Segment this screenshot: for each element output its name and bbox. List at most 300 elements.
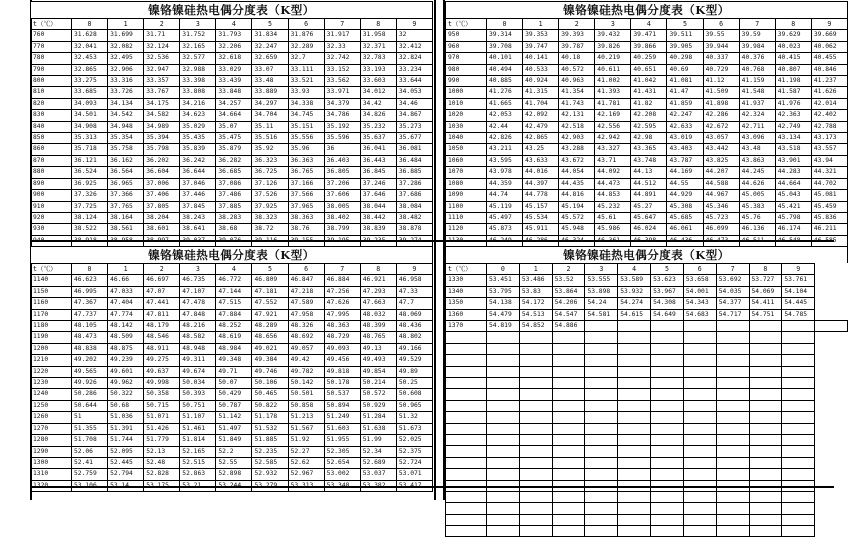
emf-value-cell: 42.208 xyxy=(631,110,667,121)
temperature-cell: 1300 xyxy=(31,457,72,468)
header-digit: 3 xyxy=(595,19,631,30)
empty-cell xyxy=(749,526,782,537)
emf-value-cell: 49.166 xyxy=(396,343,432,354)
emf-value-cell: 48.473 xyxy=(72,332,108,343)
empty-cell xyxy=(487,469,520,480)
emf-value-cell: 48.619 xyxy=(216,332,252,343)
emf-value-cell: 44.016 xyxy=(523,167,559,178)
emf-value-cell: 34.664 xyxy=(216,110,252,121)
emf-value-cell: 40.494 xyxy=(487,64,523,75)
emf-value-cell: 32.824 xyxy=(396,53,432,64)
table-row xyxy=(31,155,433,166)
emf-value-cell: 32.659 xyxy=(252,53,288,64)
emf-value-cell: 50.965 xyxy=(396,400,432,411)
empty-cell xyxy=(446,526,487,537)
emf-value-cell: 32.7 xyxy=(288,53,324,64)
emf-value-cell: 38.918 xyxy=(72,235,108,246)
temperature-cell: 1140 xyxy=(31,275,72,286)
header-digit: 5 xyxy=(667,19,703,30)
empty-cell xyxy=(618,343,651,354)
empty-cell xyxy=(782,378,815,389)
emf-value-cell: 48.326 xyxy=(288,321,324,332)
emf-value-cell: 32.865 xyxy=(72,64,108,75)
table-title: 镍铬镍硅热电偶分度表（K型） xyxy=(445,246,848,263)
empty-cell xyxy=(618,355,651,366)
emf-value-cell: 41.626 xyxy=(811,87,847,98)
temperature-cell: 770 xyxy=(31,41,72,52)
emf-value-cell: 53.692 xyxy=(716,275,749,286)
emf-value-cell: 51.955 xyxy=(324,435,360,446)
table-header-row xyxy=(446,19,848,30)
emf-value-cell: 49.311 xyxy=(180,355,216,366)
header-digit: 8 xyxy=(360,19,396,30)
table-row xyxy=(446,275,848,286)
emf-value-cell: 46.995 xyxy=(72,286,108,297)
table-row xyxy=(446,155,848,166)
emf-value-cell: 47.848 xyxy=(180,309,216,320)
emf-value-cell: 49.854 xyxy=(360,366,396,377)
emf-value-cell: 33.889 xyxy=(252,87,288,98)
table-row xyxy=(31,41,433,52)
emf-value-cell: 33.111 xyxy=(288,64,324,75)
emf-value-cell: 50.178 xyxy=(324,378,360,389)
emf-value-cell: 46.249 xyxy=(487,235,523,246)
emf-value-cell: 54.343 xyxy=(683,298,716,309)
emf-value-cell: 45.043 xyxy=(775,190,811,201)
empty-cell xyxy=(618,366,651,377)
empty-cell xyxy=(716,400,749,411)
thermocouple-table xyxy=(445,18,848,247)
emf-value-cell: 52.41 xyxy=(72,457,108,468)
emf-value-cell: 34.867 xyxy=(396,110,432,121)
empty-cell xyxy=(487,412,520,423)
table-panel-1330-1370 xyxy=(445,246,848,537)
emf-value-cell: 40.924 xyxy=(523,76,559,87)
empty-row xyxy=(446,423,848,434)
empty-cell xyxy=(651,343,684,354)
empty-cell xyxy=(487,389,520,400)
empty-cell xyxy=(716,457,749,468)
emf-value-cell: 47.181 xyxy=(252,286,288,297)
table-row xyxy=(31,480,433,491)
emf-value-cell: 42.942 xyxy=(595,133,631,144)
emf-value-cell: 43.057 xyxy=(703,133,739,144)
temperature-cell: 1040 xyxy=(446,133,487,144)
emf-value-cell: 32.247 xyxy=(252,41,288,52)
emf-value-cell: 35.718 xyxy=(72,144,108,155)
temperature-cell: 1360 xyxy=(446,309,487,320)
emf-value-cell: 36.925 xyxy=(72,178,108,189)
emf-value-cell: 43.748 xyxy=(631,155,667,166)
emf-value-cell: 52.55 xyxy=(216,457,252,468)
emf-value-cell: 43.595 xyxy=(487,155,523,166)
emf-value-cell: 47.144 xyxy=(216,286,252,297)
emf-value-cell: 38.72 xyxy=(252,224,288,235)
empty-cell xyxy=(651,423,684,434)
emf-value-cell: 41.898 xyxy=(703,98,739,109)
emf-value-cell: 39.155 xyxy=(288,235,324,246)
emf-value-cell: 54.717 xyxy=(716,309,749,320)
emf-value-cell: 54.547 xyxy=(552,309,585,320)
emf-value-cell: 44.891 xyxy=(631,190,667,201)
emf-value-cell: 46.136 xyxy=(739,224,775,235)
emf-value-cell: 54.819 xyxy=(487,321,520,332)
empty-cell xyxy=(782,526,815,537)
temperature-cell: 790 xyxy=(31,64,72,75)
emf-value-cell: 47.367 xyxy=(72,298,108,309)
emf-value-cell: 35.475 xyxy=(216,133,252,144)
emf-value-cell: 54.24 xyxy=(585,298,618,309)
emf-value-cell: 43.633 xyxy=(523,155,559,166)
emf-value-cell: 51.036 xyxy=(108,412,144,423)
header-digit: 1 xyxy=(523,19,559,30)
emf-value-cell: 45.685 xyxy=(667,212,703,223)
emf-value-cell: 48.911 xyxy=(144,343,180,354)
emf-value-cell: 39.314 xyxy=(487,30,523,41)
emf-value-cell: 35.394 xyxy=(144,133,180,144)
empty-row xyxy=(446,400,848,411)
emf-value-cell: 41.081 xyxy=(667,76,703,87)
temperature-cell: 1240 xyxy=(31,389,72,400)
empty-cell xyxy=(651,491,684,502)
header-digit: 2 xyxy=(552,264,585,275)
emf-value-cell: 53.313 xyxy=(288,480,324,491)
emf-value-cell: 51.814 xyxy=(180,435,216,446)
table-row xyxy=(446,167,848,178)
emf-value-cell: 46.884 xyxy=(324,275,360,286)
emf-value-cell: 49.782 xyxy=(288,366,324,377)
emf-value-cell: 45.836 xyxy=(811,212,847,223)
emf-value-cell: 39.235 xyxy=(360,235,396,246)
table-panel-760-940 xyxy=(30,1,433,247)
emf-value-cell: 38.68 xyxy=(216,224,252,235)
emf-value-cell: 44.967 xyxy=(703,190,739,201)
emf-value-cell: 46.697 xyxy=(144,275,180,286)
emf-value-cell: 50.07 xyxy=(216,378,252,389)
emf-value-cell: 37.486 xyxy=(216,190,252,201)
table-row xyxy=(446,286,848,297)
emf-value-cell: 43.365 xyxy=(631,144,667,155)
empty-cell xyxy=(552,412,585,423)
emf-value-cell: 47.478 xyxy=(180,298,216,309)
emf-value-cell: 52.794 xyxy=(108,469,144,480)
emf-value-cell: 37.366 xyxy=(108,190,144,201)
emf-value-cell: 45.005 xyxy=(739,190,775,201)
emf-value-cell: 50.214 xyxy=(360,378,396,389)
emf-value-cell: 39.274 xyxy=(396,235,432,246)
emf-value-cell: 46.772 xyxy=(216,275,252,286)
emf-value-cell: 40.846 xyxy=(811,64,847,75)
emf-value-cell: 39.353 xyxy=(523,30,559,41)
empty-cell xyxy=(782,480,815,491)
emf-value-cell: 41.509 xyxy=(703,87,739,98)
temperature-cell: 1160 xyxy=(31,298,72,309)
emf-value-cell: 39.471 xyxy=(631,30,667,41)
emf-value-cell: 38.283 xyxy=(216,212,252,223)
temperature-cell: 880 xyxy=(31,167,72,178)
table-row xyxy=(31,469,433,480)
emf-value-cell: 49.239 xyxy=(108,355,144,366)
emf-value-cell: 48.875 xyxy=(108,343,144,354)
table-row xyxy=(446,41,848,52)
emf-value-cell: 40.062 xyxy=(811,41,847,52)
emf-value-cell: 37.206 xyxy=(324,178,360,189)
header-digit: 0 xyxy=(487,19,523,30)
emf-value-cell: 37.246 xyxy=(360,178,396,189)
temperature-cell: 1350 xyxy=(446,298,487,309)
table-row xyxy=(446,98,848,109)
empty-row xyxy=(446,343,848,354)
emf-value-cell: 36.765 xyxy=(288,167,324,178)
emf-value-cell: 52.235 xyxy=(252,446,288,457)
emf-value-cell: 52.863 xyxy=(180,469,216,480)
emf-value-cell: 38.084 xyxy=(396,201,432,212)
empty-cell xyxy=(618,514,651,525)
emf-value-cell: 53.106 xyxy=(72,480,108,491)
emf-value-cell: 42.672 xyxy=(703,121,739,132)
emf-value-cell: 54.001 xyxy=(683,286,716,297)
emf-value-cell: 53.83 xyxy=(519,286,552,297)
emf-value-cell: 43.825 xyxy=(703,155,739,166)
emf-value-cell: 50.106 xyxy=(252,378,288,389)
emf-value-cell: 38.601 xyxy=(144,224,180,235)
emf-value-cell: 45.459 xyxy=(811,201,847,212)
temperature-cell: 960 xyxy=(446,41,487,52)
emf-value-cell: 42.98 xyxy=(631,133,667,144)
emf-value-cell: 54.035 xyxy=(716,286,749,297)
emf-value-cell: 34.257 xyxy=(216,98,252,109)
empty-cell xyxy=(552,332,585,343)
emf-value-cell: 38.323 xyxy=(252,212,288,223)
empty-cell xyxy=(749,434,782,445)
emf-value-cell: 35.677 xyxy=(396,133,432,144)
emf-value-cell: 42.633 xyxy=(667,121,703,132)
emf-value-cell: 51.885 xyxy=(252,435,288,446)
emf-value-cell: 33.971 xyxy=(324,87,360,98)
emf-value-cell: 49.093 xyxy=(324,343,360,354)
emf-value-cell: 45.723 xyxy=(703,212,739,223)
empty-cell xyxy=(749,378,782,389)
emf-value-cell: 53.864 xyxy=(552,286,585,297)
emf-value-cell: 36.202 xyxy=(144,155,180,166)
emf-value-cell: 33.234 xyxy=(396,64,432,75)
emf-value-cell: 42.324 xyxy=(739,110,775,121)
empty-cell xyxy=(519,378,552,389)
emf-value-cell: 51.532 xyxy=(252,423,288,434)
table-row xyxy=(31,144,433,155)
emf-value-cell: 39.59 xyxy=(739,30,775,41)
empty-cell xyxy=(749,366,782,377)
emf-value-cell: 38.522 xyxy=(72,224,108,235)
emf-value-cell: 42.363 xyxy=(775,110,811,121)
emf-value-cell: 44.929 xyxy=(667,190,703,201)
empty-cell xyxy=(446,355,487,366)
emf-value-cell: 42.826 xyxy=(487,133,523,144)
empty-cell xyxy=(749,355,782,366)
header-digit: 5 xyxy=(651,264,684,275)
temperature-cell: 1320 xyxy=(31,480,72,491)
emf-value-cell: 43.71 xyxy=(595,155,631,166)
table-row xyxy=(446,190,848,201)
emf-value-cell: 37.446 xyxy=(180,190,216,201)
emf-value-cell xyxy=(815,321,848,332)
emf-value-cell: 40.219 xyxy=(595,53,631,64)
emf-value-cell: 32.947 xyxy=(144,64,180,75)
header-digit: 5 xyxy=(252,19,288,30)
emf-value-cell: 35.798 xyxy=(144,144,180,155)
emf-value-cell: 36.885 xyxy=(396,167,432,178)
empty-cell xyxy=(487,434,520,445)
header-digit: 5 xyxy=(252,264,288,275)
empty-cell xyxy=(519,423,552,434)
emf-value-cell: 50.537 xyxy=(324,389,360,400)
emf-value-cell: 41.859 xyxy=(667,98,703,109)
emf-value-cell: 35.879 xyxy=(216,144,252,155)
table-row xyxy=(31,76,433,87)
emf-value-cell: 47.626 xyxy=(324,298,360,309)
emf-value-cell: 32.082 xyxy=(108,41,144,52)
emf-value-cell: 45.119 xyxy=(487,201,523,212)
empty-cell xyxy=(683,526,716,537)
emf-value-cell: 42.44 xyxy=(487,121,523,132)
empty-cell xyxy=(782,400,815,411)
emf-value-cell: 34.908 xyxy=(72,121,108,132)
emf-value-cell: 51 xyxy=(72,412,108,423)
emf-value-cell: 47.552 xyxy=(252,298,288,309)
empty-row xyxy=(446,389,848,400)
table-row xyxy=(446,121,848,132)
emf-value-cell: 36.323 xyxy=(252,155,288,166)
empty-cell xyxy=(487,491,520,502)
emf-value-cell: 40.533 xyxy=(523,64,559,75)
empty-cell xyxy=(552,389,585,400)
temperature-cell: 1000 xyxy=(446,87,487,98)
empty-row xyxy=(446,469,848,480)
emf-value-cell: 49.818 xyxy=(324,366,360,377)
emf-value-cell: 43.901 xyxy=(775,155,811,166)
empty-cell xyxy=(552,423,585,434)
emf-value-cell: 40.729 xyxy=(703,64,739,75)
thermocouple-table xyxy=(445,263,848,537)
emf-value-cell: 34.379 xyxy=(324,98,360,109)
header-temperature: t（℃） xyxy=(31,19,72,30)
emf-value-cell: 44.169 xyxy=(667,167,703,178)
emf-value-cell: 44.853 xyxy=(595,190,631,201)
emf-value-cell: 42.788 xyxy=(811,121,847,132)
empty-cell xyxy=(716,480,749,491)
temperature-cell: 1190 xyxy=(31,332,72,343)
header-digit: 3 xyxy=(180,264,216,275)
empty-cell xyxy=(716,491,749,502)
table-row xyxy=(31,201,433,212)
emf-value-cell: 52.654 xyxy=(324,457,360,468)
emf-value-cell: 44.207 xyxy=(703,167,739,178)
emf-value-cell: 40.69 xyxy=(667,64,703,75)
table-row xyxy=(31,167,433,178)
table-row xyxy=(446,321,848,332)
emf-value-cell: 49.529 xyxy=(396,355,432,366)
emf-value-cell: 36.685 xyxy=(216,167,252,178)
header-digit: 0 xyxy=(72,19,108,30)
table-row xyxy=(31,298,433,309)
emf-value-cell: 46.398 xyxy=(631,235,667,246)
emf-value-cell: 43.173 xyxy=(811,133,847,144)
header-digit: 2 xyxy=(144,264,180,275)
emf-value-cell: 39.195 xyxy=(324,235,360,246)
emf-value-cell: 53.417 xyxy=(396,480,432,491)
emf-value-cell: 34.012 xyxy=(360,87,396,98)
empty-cell xyxy=(487,366,520,377)
table-row xyxy=(31,30,433,41)
header-digit: 7 xyxy=(716,264,749,275)
table-row xyxy=(31,435,433,446)
emf-value-cell: 37.166 xyxy=(288,178,324,189)
emf-value-cell: 38.76 xyxy=(288,224,324,235)
emf-value-cell: 40.455 xyxy=(811,53,847,64)
emf-value-cell: 52.724 xyxy=(396,457,432,468)
emf-value-cell: 49.71 xyxy=(216,366,252,377)
emf-value-cell: 50.25 xyxy=(396,378,432,389)
emf-value-cell: 43.211 xyxy=(487,144,523,155)
table-title: 镍铬镍硅热电偶分度表（K型） xyxy=(30,246,433,263)
emf-value-cell: 46.735 xyxy=(180,275,216,286)
emf-value-cell: 53.932 xyxy=(618,286,651,297)
emf-value-cell: 44.702 xyxy=(811,178,847,189)
emf-value-cell: 54.615 xyxy=(618,309,651,320)
emf-value-cell: 36.242 xyxy=(180,155,216,166)
empty-cell xyxy=(552,400,585,411)
emf-value-cell: 51.355 xyxy=(72,423,108,434)
emf-value-cell: 49.384 xyxy=(252,355,288,366)
emf-value-cell: 39.432 xyxy=(595,30,631,41)
emf-value-cell: 42.749 xyxy=(775,121,811,132)
table-row xyxy=(31,446,433,457)
emf-value-cell: 42.014 xyxy=(811,98,847,109)
header-temperature: t（℃） xyxy=(31,264,72,275)
emf-value-cell: 34.134 xyxy=(108,98,144,109)
emf-value-cell: 47.774 xyxy=(108,309,144,320)
emf-value-cell: 43.403 xyxy=(667,144,703,155)
thermocouple-table xyxy=(30,18,433,247)
empty-cell xyxy=(585,480,618,491)
emf-value-cell: 47.293 xyxy=(360,286,396,297)
emf-value-cell: 54.479 xyxy=(487,309,520,320)
empty-cell xyxy=(446,457,487,468)
empty-cell xyxy=(487,480,520,491)
emf-value-cell: 32.206 xyxy=(216,41,252,52)
emf-value-cell: 50.286 xyxy=(72,389,108,400)
emf-value-cell: 34.948 xyxy=(108,121,144,132)
temperature-cell: 800 xyxy=(31,76,72,87)
emf-value-cell: 52.585 xyxy=(252,457,288,468)
emf-value-cell: 35.273 xyxy=(396,121,432,132)
empty-cell xyxy=(683,434,716,445)
emf-value-cell: 48.363 xyxy=(324,321,360,332)
emf-value-cell: 46.061 xyxy=(667,224,703,235)
table-row xyxy=(446,298,848,309)
emf-value-cell: 40.807 xyxy=(775,64,811,75)
thermocouple-table xyxy=(30,263,433,492)
emf-value-cell: 52.828 xyxy=(144,469,180,480)
emf-value-cell: 46.548 xyxy=(775,235,811,246)
empty-cell xyxy=(552,469,585,480)
emf-value-cell: 54.138 xyxy=(487,298,520,309)
emf-value-cell: 39.669 xyxy=(811,30,847,41)
emf-value-cell: 41.12 xyxy=(703,76,739,87)
emf-value-cell: 34.46 xyxy=(396,98,432,109)
emf-value-cell: 47.033 xyxy=(108,286,144,297)
emf-value-cell: 51.391 xyxy=(108,423,144,434)
